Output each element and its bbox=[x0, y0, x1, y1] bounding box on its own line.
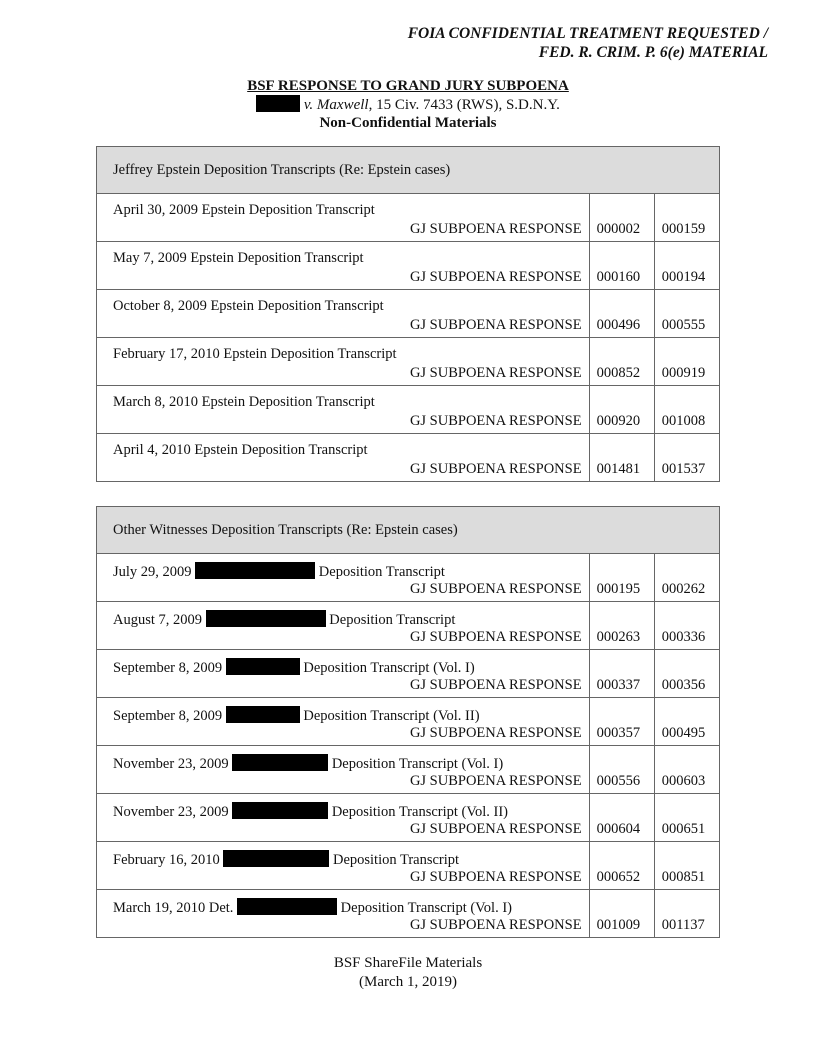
redaction-bar bbox=[226, 706, 300, 723]
table-row bbox=[97, 554, 720, 602]
transcript-title-after: Deposition Transcript bbox=[329, 612, 456, 628]
case-caption bbox=[0, 95, 816, 114]
table-row bbox=[97, 794, 720, 842]
bates-end-cell bbox=[654, 650, 719, 698]
transcript-title-before: August 7, 2009 bbox=[113, 612, 203, 628]
transcript-description bbox=[97, 290, 590, 338]
transcript-title bbox=[113, 202, 375, 219]
other-witness-transcripts-table bbox=[96, 506, 720, 938]
bates-start: 000920 bbox=[596, 413, 641, 429]
bates-end: 000651 bbox=[661, 821, 706, 837]
transcript-title-after: Deposition Transcript bbox=[318, 564, 445, 580]
bates-end-cell bbox=[654, 386, 719, 434]
table-row bbox=[97, 650, 720, 698]
bates-start-cell bbox=[589, 386, 654, 434]
transcript-description bbox=[97, 746, 590, 794]
bates-start-cell bbox=[589, 746, 654, 794]
footer-line-2: (March 1, 2019) bbox=[359, 974, 457, 990]
transcript-title bbox=[113, 898, 512, 917]
bates-start-cell bbox=[589, 794, 654, 842]
bates-end: 000495 bbox=[661, 725, 706, 741]
source-label: GJ SUBPOENA RESPONSE bbox=[409, 581, 582, 597]
source-label: GJ SUBPOENA RESPONSE bbox=[409, 221, 582, 237]
bates-end-cell bbox=[654, 698, 719, 746]
bates-start: 000604 bbox=[596, 821, 641, 837]
transcript-title-before: November 23, 2009 bbox=[113, 756, 229, 772]
transcript-title bbox=[113, 610, 455, 629]
transcript-title bbox=[113, 850, 459, 869]
transcript-title-before: February 16, 2010 bbox=[113, 852, 220, 868]
bates-start-cell bbox=[589, 602, 654, 650]
section-heading: Other Witnesses Deposition Transcripts (Re: Epstein cases) bbox=[97, 507, 720, 554]
transcript-title bbox=[113, 802, 508, 821]
source-label: GJ SUBPOENA RESPONSE bbox=[409, 365, 582, 381]
transcript-title-before: April 30, 2009 Epstein Deposition Transcript bbox=[113, 202, 375, 218]
bates-start-cell bbox=[589, 290, 654, 338]
table-row bbox=[97, 842, 720, 890]
bates-end: 001008 bbox=[661, 413, 706, 429]
transcript-title-before: October 8, 2009 Epstein Deposition Transcript bbox=[113, 298, 384, 314]
bates-end-cell bbox=[654, 554, 719, 602]
bates-end-cell bbox=[654, 434, 719, 482]
transcript-title bbox=[113, 298, 384, 315]
bates-start: 001481 bbox=[596, 461, 641, 477]
transcript-title bbox=[113, 250, 364, 267]
source-label: GJ SUBPOENA RESPONSE bbox=[409, 773, 582, 789]
source-label: GJ SUBPOENA RESPONSE bbox=[409, 461, 582, 477]
source-label: GJ SUBPOENA RESPONSE bbox=[409, 413, 582, 429]
case-citation: , 15 Civ. 7433 (RWS), S.D.N.Y. bbox=[368, 97, 560, 113]
bates-end-cell bbox=[654, 746, 719, 794]
bates-start-cell bbox=[589, 698, 654, 746]
source-label: GJ SUBPOENA RESPONSE bbox=[409, 869, 582, 885]
document-subtitle: Non-Confidential Materials bbox=[319, 115, 497, 131]
transcript-title bbox=[113, 394, 375, 411]
bates-start: 001009 bbox=[596, 917, 641, 933]
redaction-bar bbox=[223, 850, 329, 867]
bates-start: 000357 bbox=[596, 725, 641, 741]
bates-end-cell bbox=[654, 602, 719, 650]
table-row bbox=[97, 890, 720, 938]
transcript-title bbox=[113, 562, 445, 581]
bates-start: 000337 bbox=[596, 677, 641, 693]
transcript-description bbox=[97, 242, 590, 290]
source-label: GJ SUBPOENA RESPONSE bbox=[409, 269, 582, 285]
table-row bbox=[97, 242, 720, 290]
transcript-description bbox=[97, 434, 590, 482]
bates-end: 001537 bbox=[661, 461, 706, 477]
transcript-description bbox=[97, 890, 590, 938]
transcript-description bbox=[97, 698, 590, 746]
table-row bbox=[97, 338, 720, 386]
redaction-bar bbox=[195, 562, 315, 579]
confidentiality-line-1: FOIA CONFIDENTIAL TREATMENT REQUESTED / bbox=[407, 25, 768, 42]
case-versus: v. Maxwell bbox=[303, 97, 369, 113]
redaction-bar bbox=[232, 754, 328, 771]
source-label: GJ SUBPOENA RESPONSE bbox=[409, 725, 582, 741]
bates-start-cell bbox=[589, 650, 654, 698]
transcript-title-after: Deposition Transcript bbox=[332, 852, 460, 868]
transcript-description bbox=[97, 794, 590, 842]
transcript-title-before: March 19, 2010 Det. bbox=[113, 900, 234, 916]
bates-end: 000919 bbox=[661, 365, 706, 381]
bates-end: 000336 bbox=[661, 629, 706, 645]
bates-start-cell bbox=[589, 338, 654, 386]
bates-end-cell bbox=[654, 290, 719, 338]
document-title: BSF RESPONSE TO GRAND JURY SUBPOENA bbox=[247, 78, 569, 94]
bates-start-cell bbox=[589, 890, 654, 938]
source-label: GJ SUBPOENA RESPONSE bbox=[409, 917, 582, 933]
bates-end-cell bbox=[654, 842, 719, 890]
bates-end: 000262 bbox=[661, 581, 706, 597]
bates-start: 000496 bbox=[596, 317, 641, 333]
transcript-title-before: September 8, 2009 bbox=[113, 660, 223, 676]
source-label: GJ SUBPOENA RESPONSE bbox=[409, 677, 582, 693]
bates-start: 000160 bbox=[596, 269, 641, 285]
transcript-title bbox=[113, 658, 475, 677]
bates-end-cell bbox=[654, 242, 719, 290]
redaction-bar bbox=[226, 658, 300, 675]
table-row bbox=[97, 194, 720, 242]
transcript-title bbox=[113, 706, 480, 725]
transcript-title-before: September 8, 2009 bbox=[113, 708, 223, 724]
bates-start-cell bbox=[589, 194, 654, 242]
bates-end: 001137 bbox=[661, 917, 705, 933]
transcript-title-before: May 7, 2009 Epstein Deposition Transcript bbox=[113, 250, 364, 266]
bates-start: 000195 bbox=[596, 581, 641, 597]
transcript-title-before: March 8, 2010 Epstein Deposition Transcript bbox=[113, 394, 375, 410]
bates-end-cell bbox=[654, 194, 719, 242]
bates-start-cell bbox=[589, 434, 654, 482]
section-heading: Jeffrey Epstein Deposition Transcripts (Re: Epstein cases) bbox=[97, 147, 720, 194]
transcript-title-before: February 17, 2010 Epstein Deposition Transcript bbox=[113, 346, 397, 362]
bates-end: 000194 bbox=[661, 269, 706, 285]
bates-start: 000263 bbox=[596, 629, 641, 645]
bates-end-cell bbox=[654, 794, 719, 842]
bates-start-cell bbox=[589, 242, 654, 290]
transcript-description bbox=[97, 842, 590, 890]
epstein-transcripts-table bbox=[96, 146, 720, 482]
confidentiality-line-2: FED. R. CRIM. P. 6(e) MATERIAL bbox=[538, 44, 768, 61]
bates-end: 000356 bbox=[661, 677, 706, 693]
source-label: GJ SUBPOENA RESPONSE bbox=[409, 629, 582, 645]
transcript-description bbox=[97, 386, 590, 434]
bates-start-cell bbox=[589, 842, 654, 890]
transcript-title-after: Deposition Transcript (Vol. I) bbox=[303, 660, 475, 676]
transcript-title-before: April 4, 2010 Epstein Deposition Transcript bbox=[113, 442, 368, 458]
footer bbox=[0, 954, 816, 992]
transcript-description bbox=[97, 650, 590, 698]
bates-start-cell bbox=[589, 554, 654, 602]
table-row bbox=[97, 698, 720, 746]
transcript-description bbox=[97, 194, 590, 242]
transcript-title bbox=[113, 754, 503, 773]
bates-end: 000851 bbox=[661, 869, 706, 885]
bates-end: 000159 bbox=[661, 221, 706, 237]
bates-end: 000555 bbox=[661, 317, 706, 333]
transcript-title-after: Deposition Transcript (Vol. II) bbox=[303, 708, 480, 724]
table-row bbox=[97, 386, 720, 434]
table-row bbox=[97, 434, 720, 482]
bates-start: 000002 bbox=[596, 221, 641, 237]
transcript-title-after: Deposition Transcript (Vol. II) bbox=[331, 804, 508, 820]
transcript-description bbox=[97, 338, 590, 386]
transcript-title-after: Deposition Transcript (Vol. I) bbox=[340, 900, 512, 916]
bates-end: 000603 bbox=[661, 773, 706, 789]
transcript-title bbox=[113, 442, 368, 459]
redaction-bar bbox=[206, 610, 326, 627]
redaction-bar bbox=[237, 898, 337, 915]
bates-end-cell bbox=[654, 890, 719, 938]
bates-start: 000556 bbox=[596, 773, 641, 789]
transcript-title-after: Deposition Transcript (Vol. I) bbox=[331, 756, 504, 772]
redaction-bar bbox=[232, 802, 328, 819]
redaction-bar bbox=[256, 95, 300, 112]
table-row bbox=[97, 290, 720, 338]
transcript-description bbox=[97, 554, 590, 602]
confidentiality-header bbox=[408, 24, 768, 62]
bates-start: 000852 bbox=[596, 365, 641, 381]
source-label: GJ SUBPOENA RESPONSE bbox=[409, 317, 582, 333]
table-row bbox=[97, 602, 720, 650]
source-label: GJ SUBPOENA RESPONSE bbox=[409, 821, 582, 837]
document-title-block bbox=[0, 77, 816, 132]
transcript-description bbox=[97, 602, 590, 650]
bates-start: 000652 bbox=[596, 869, 641, 885]
transcript-title bbox=[113, 346, 397, 363]
footer-line-1: BSF ShareFile Materials bbox=[333, 955, 483, 971]
table-row bbox=[97, 746, 720, 794]
transcript-title-before: November 23, 2009 bbox=[113, 804, 229, 820]
bates-end-cell bbox=[654, 338, 719, 386]
transcript-title-before: July 29, 2009 bbox=[113, 564, 192, 580]
